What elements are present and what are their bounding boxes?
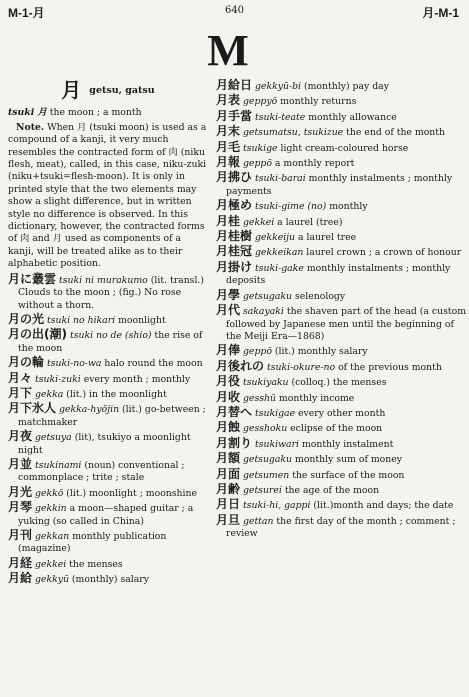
entry-headword: 月給日	[216, 78, 253, 92]
entry-headword: 月光	[8, 484, 33, 499]
entry-definition: a moon—shaped guitar ; a yuking (so called in China)	[18, 503, 194, 527]
entry-reading: gekkei	[242, 216, 275, 228]
entry-reading: tsuki-gake	[254, 262, 304, 274]
note-text: When 月 (tsuki moon) is used as a compound of a kanji, it very much resembles the contracted form of 肉 (niku flesh, meat), called, in this case, niku-zuki (niku+tsuki=flesh-moon). It is only in printed style that the two elements may show a slight difference, but in written style no difference is observed. In this dictionary, however, the contracted forms of 肉 and 月 used as components of a kanji, will be treated alike as to their alphabetic position.	[8, 121, 207, 270]
entry-definition: monthly instalments ; monthly deposits	[226, 262, 451, 287]
entry-definition: a laurel (tree)	[274, 216, 343, 228]
dictionary-entry	[8, 430, 208, 457]
entry-reading: geppō	[242, 346, 272, 358]
entry-reading: tsukigae	[254, 407, 296, 419]
dictionary-entry	[216, 375, 466, 389]
entry-headword: 月拂ひ	[216, 170, 253, 185]
dictionary-entry	[216, 94, 466, 108]
page-number: 640	[224, 5, 245, 16]
intro-definition	[8, 107, 208, 119]
entry-headword: 月表	[216, 93, 241, 108]
entry-headword: 月役	[216, 374, 241, 389]
entry-reading: gekkyū-bi	[254, 81, 302, 92]
dictionary-entry	[216, 483, 466, 497]
entry-reading: gettan	[242, 515, 274, 527]
page-header	[0, 4, 469, 22]
entry-reading: getsuya	[34, 432, 72, 444]
entry-definition: (monthly) salary	[68, 574, 149, 586]
entry-headword: 月経	[8, 555, 33, 570]
entry-reading: tsuki-barai	[254, 173, 306, 185]
entry-definition: the age of the moon	[281, 484, 380, 496]
entry-reading: tsuki-zuki	[34, 373, 81, 385]
dictionary-entry	[216, 437, 466, 451]
entry-definition: (monthly) pay day	[301, 81, 389, 92]
entry-headword: 月下	[8, 385, 33, 400]
entry-reading: geppyō	[242, 96, 278, 108]
entry-definition: monthly instalments ; monthly payments	[226, 173, 453, 197]
entry-definition: eclipse of the moon	[287, 423, 383, 435]
entry-headword: 月に叢雲	[8, 271, 57, 286]
dictionary-entry	[8, 529, 208, 556]
dictionary-entry	[216, 110, 466, 124]
dictionary-entry	[8, 313, 208, 327]
entry-headword: 月の出(潮)	[8, 327, 67, 342]
dictionary-entry	[216, 230, 466, 244]
entry-definition: (lit), tsukiyo a moonlight night	[18, 432, 191, 456]
entry-headword: 月額	[216, 451, 241, 466]
dictionary-entry	[216, 289, 466, 303]
entry-reading: sakayaki	[242, 306, 284, 318]
entry-definition: monthly income	[275, 392, 355, 404]
entry-definition: light cream-coloured horse	[277, 142, 409, 154]
running-head-left: M-1-月	[8, 6, 45, 20]
dictionary-entry	[216, 514, 466, 541]
entry-reading: gekkeikan	[254, 247, 304, 259]
dictionary-entry	[8, 387, 208, 401]
entry-definition: the surface of the moon	[289, 469, 405, 481]
dictionary-entry	[8, 372, 208, 386]
entry-reading: gekka	[34, 388, 64, 400]
dictionary-entry	[216, 421, 466, 435]
entry-reading: gekkyū	[34, 574, 69, 586]
entry-reading: tsukiyaku	[242, 377, 289, 389]
entry-reading: tsuki-hi, gappi	[242, 500, 311, 512]
entry-definition: the end of the month	[343, 127, 446, 139]
entry-headword: 月報	[216, 155, 241, 170]
entry-definition: of the previous month	[335, 361, 442, 373]
entry-definition: monthly allowance	[305, 111, 397, 123]
entry-definition: (lit.)month and days; the date	[310, 500, 454, 512]
entry-definition: (lit.) in the moonlight	[63, 388, 167, 400]
entry-headword: 月學	[216, 287, 241, 302]
entry-headword: 月の光	[8, 311, 45, 326]
entry-headword: 月刊	[8, 528, 33, 542]
entry-definition: every month ; monthly	[80, 373, 191, 385]
entry-definition: (lit.) monthly salary	[271, 346, 368, 358]
entry-headword: 月々	[8, 370, 33, 385]
dictionary-entry	[216, 79, 466, 93]
entry-definition: selenology	[292, 290, 346, 302]
dictionary-entry	[216, 245, 466, 259]
entry-reading: tsuki ni murakumo	[58, 274, 148, 286]
entry-definition: moonlight	[115, 314, 166, 326]
dictionary-entry	[216, 141, 466, 155]
entry-definition: (lit.) go-between ; matchmaker	[18, 404, 206, 428]
entry-definition: the first day of the month ; comment ; review	[226, 515, 456, 540]
entry-reading: gekkō	[34, 487, 64, 499]
entry-headword: 月琴	[8, 500, 33, 515]
entry-reading: tsuki-teate	[254, 111, 306, 123]
dictionary-entry	[8, 273, 208, 312]
entry-headword: 月夜	[8, 429, 33, 444]
entry-headword: 月割り	[216, 435, 253, 450]
dictionary-entry	[8, 501, 208, 528]
entry-headword: 月面	[216, 466, 241, 481]
entry-headword: 月極め	[216, 198, 253, 213]
left-column	[8, 78, 208, 588]
entry-reading: gekkan	[34, 531, 70, 542]
note-paragraph	[8, 122, 208, 271]
entry-headword: 月並	[8, 456, 33, 471]
entry-headword: 月齢	[216, 481, 241, 496]
dictionary-entry	[216, 199, 466, 213]
entry-reading: geppō	[242, 158, 272, 170]
left-entry-list	[8, 273, 208, 587]
entry-headword: 月後れの	[216, 358, 265, 373]
entry-reading: gekkin	[34, 503, 67, 515]
entry-headword: 月手當	[216, 108, 253, 123]
dictionary-entry	[216, 215, 466, 229]
dictionary-entry	[216, 452, 466, 466]
kanji-reading: getsu, gatsu	[89, 85, 155, 96]
entry-definition: (lit.) moonlight ; moonshine	[63, 487, 197, 499]
entry-definition: every other month	[295, 407, 386, 419]
entry-reading: getsumatsu, tsukizue	[242, 127, 344, 139]
dictionary-entry	[216, 391, 466, 405]
dictionary-entry	[8, 402, 208, 429]
entry-definition: a laurel tree	[295, 232, 357, 244]
entry-headword: 月毛	[216, 139, 241, 154]
entry-definition: the menses	[66, 558, 123, 570]
entry-definition: laurel crown ; a crown of honour	[303, 247, 462, 259]
entry-headword: 月桂樹	[216, 229, 253, 244]
entry-reading: tsukige	[242, 142, 278, 154]
entry-headword: 月桂	[216, 213, 241, 228]
dictionary-entry	[216, 406, 466, 420]
entry-headword: 月掛け	[216, 259, 253, 274]
dictionary-entry	[8, 486, 208, 500]
entry-reading: tsuki-gime (no)	[254, 201, 327, 213]
entry-reading: tsuki-okure-no	[266, 361, 336, 373]
entry-definition: (colloq.) the menses	[288, 377, 387, 389]
entry-definition: (lit. transl.) Clouds to the moon ; (fig.) No rose without a thorn.	[18, 274, 205, 311]
entry-headword: 月收	[216, 389, 241, 404]
dictionary-entry	[216, 156, 466, 170]
entry-definition: monthly sum of money	[292, 454, 402, 466]
entry-headword: 月俸	[216, 343, 241, 358]
dictionary-entry	[8, 572, 208, 586]
entry-headword: 月替へ	[216, 404, 253, 419]
entry-reading: gekka-hyōjin	[58, 404, 120, 416]
dictionary-entry	[216, 344, 466, 358]
right-column	[216, 79, 466, 542]
entry-reading: gesshoku	[242, 423, 288, 435]
dictionary-entry	[8, 356, 208, 370]
entry-headword: 月蝕	[216, 420, 241, 435]
tsuki-definition: the moon ; a month	[46, 107, 142, 119]
entry-headword: 月の輪	[8, 355, 45, 370]
section-letter: M	[207, 26, 249, 75]
entry-headword: 月下氷人	[8, 401, 57, 416]
dictionary-entry	[216, 498, 466, 512]
entry-headword: 月末	[216, 124, 241, 139]
right-entry-list	[216, 79, 466, 541]
entry-definition: the shaven part of the head (a custom followed by Japanese men until the beginning of the Meiji Era—1868)	[226, 306, 467, 342]
kanji-heading	[8, 78, 208, 102]
dictionary-entry	[216, 171, 466, 198]
entry-definition: monthly publication (magazine)	[18, 531, 167, 555]
dictionary-entry	[216, 304, 466, 343]
entry-reading: tsuki no hikari	[46, 314, 116, 326]
entry-reading: gesshū	[242, 392, 276, 404]
note-label: Note.	[16, 121, 45, 133]
dictionary-entry	[216, 125, 466, 139]
dictionary-entry	[8, 328, 208, 355]
entry-reading: tsuki-no-wa	[46, 358, 102, 370]
entry-headword: 月旦	[216, 512, 241, 527]
dictionary-entry	[8, 557, 208, 571]
entry-reading: getsugaku	[242, 454, 293, 466]
entry-headword: 月桂冠	[216, 244, 253, 259]
entry-definition: monthly instalment	[299, 438, 394, 450]
entry-reading: getsugaku	[242, 290, 293, 302]
entry-reading: gekkeiju	[254, 232, 296, 244]
entry-headword: 月日	[216, 497, 241, 512]
entry-reading: tsuki no de (shio)	[69, 330, 152, 342]
running-head-right: 月-M-1	[422, 6, 459, 20]
kanji-character: 月	[61, 78, 82, 102]
entry-reading: tsukiwari	[254, 438, 300, 450]
entry-reading: getsurei	[242, 484, 282, 496]
entry-definition: a monthly report	[271, 158, 355, 170]
entry-definition: halo round the moon	[101, 358, 203, 370]
entry-definition: (noun) conventional ; commonplace ; trite ; stale	[18, 459, 185, 484]
tsuki-headword: tsuki 月	[8, 107, 47, 119]
entry-reading: gekkei	[34, 558, 67, 570]
dictionary-entry	[8, 458, 208, 485]
dictionary-entry	[216, 360, 466, 374]
entry-headword: 月代	[216, 303, 241, 318]
entry-definition: monthly	[326, 201, 368, 213]
entry-definition: the rise of the moon	[18, 330, 203, 354]
dictionary-entry	[216, 261, 466, 288]
entry-reading: tsukinami	[34, 459, 82, 471]
entry-reading: getsumen	[242, 469, 290, 481]
entry-definition: monthly returns	[277, 96, 357, 108]
dictionary-entry	[216, 468, 466, 482]
entry-headword: 月給	[8, 571, 33, 586]
